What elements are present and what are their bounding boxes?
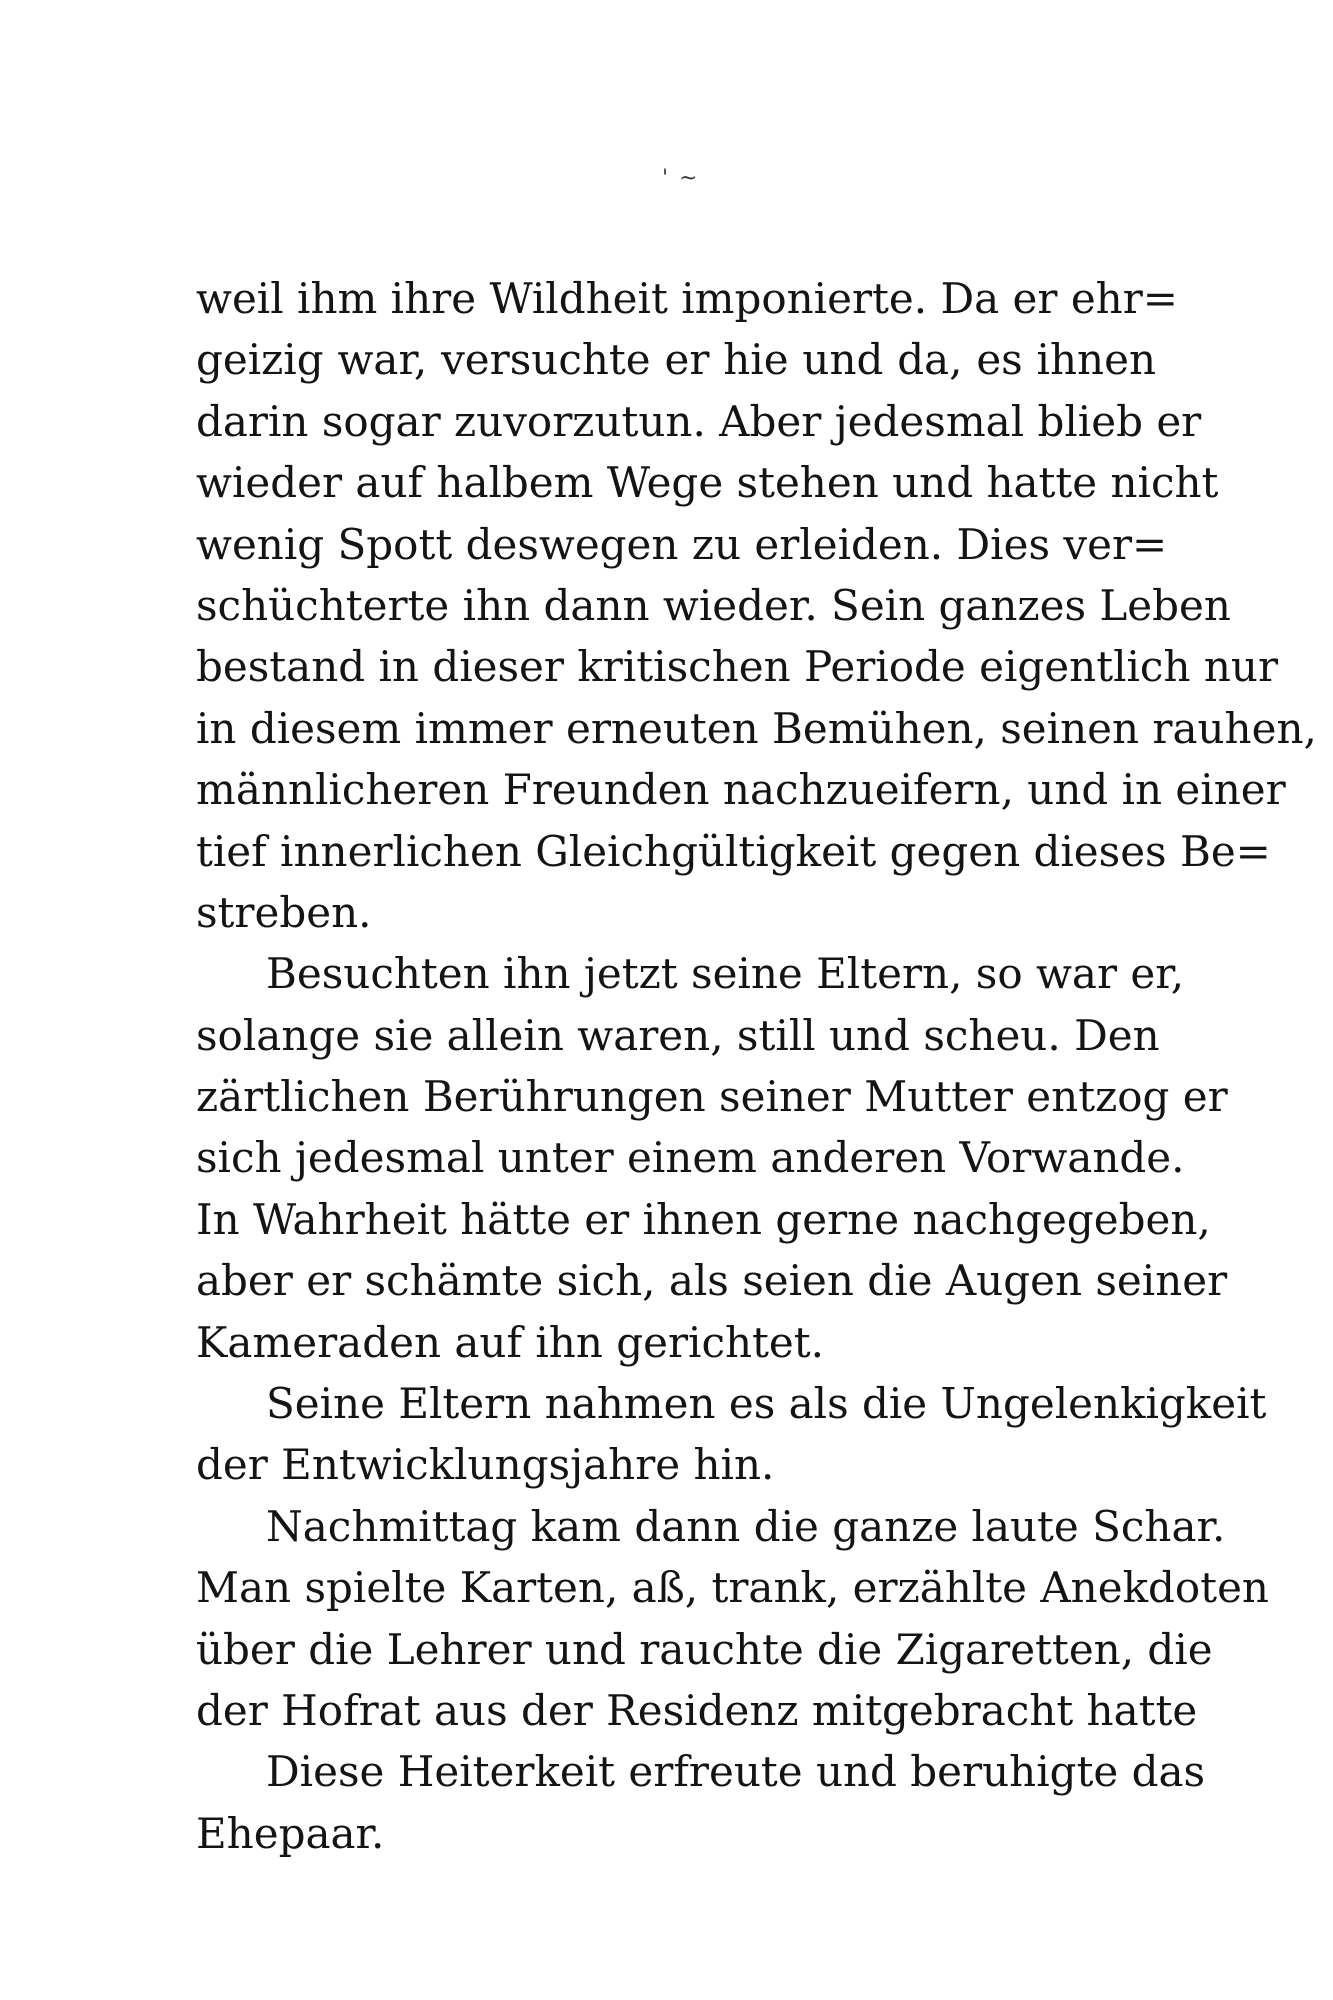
- text-line: sich jedesmal unter einem anderen Vorwande.: [196, 1133, 1185, 1183]
- text-line: wenig Spott deswegen zu erleiden. Dies ver=: [196, 519, 1168, 569]
- text-line: In Wahrheit hätte er ihnen gerne nachgegeben,: [196, 1194, 1211, 1244]
- text-line: schüchterte ihn dann wieder. Sein ganzes Leben: [196, 580, 1231, 630]
- text-line: geizig war, versuchte er hie und da, es ihnen: [196, 335, 1156, 385]
- text-line: über die Lehrer und rauchte die Zigaretten, die: [196, 1624, 1213, 1674]
- page-mark: ' ~: [662, 166, 700, 191]
- text-line: Man spielte Karten, aß, trank, erzählte Anekdoten: [196, 1563, 1269, 1613]
- text-line: Kameraden auf ihn gerichtet.: [196, 1317, 825, 1367]
- text-line: der Hofrat aus der Residenz mitgebracht hatte: [196, 1685, 1198, 1735]
- body-text: [196, 268, 1317, 1864]
- text-line: Nachmittag kam dann die ganze laute Schar.: [266, 1501, 1226, 1551]
- text-line: tief innerlichen Gleichgültigkeit gegen dieses Be=: [196, 826, 1271, 876]
- text-line: streben.: [196, 887, 372, 937]
- text-line: Seine Eltern nahmen es als die Ungelenkigkeit: [266, 1379, 1267, 1429]
- text-line: aber er schämte sich, als seien die Augen seiner: [196, 1256, 1228, 1306]
- text-line: Diese Heiterkeit erfreute und beruhigte das: [266, 1747, 1206, 1797]
- text-line: männlicheren Freunden nachzueifern, und in einer: [196, 765, 1286, 815]
- text-line: der Entwicklungsjahre hin.: [196, 1440, 775, 1490]
- text-line: wieder auf halbem Wege stehen und hatte nicht: [196, 458, 1219, 508]
- text-line: zärtlichen Berührungen seiner Mutter entzog er: [196, 1072, 1228, 1122]
- text-line: Besuchten ihn jetzt seine Eltern, so war er,: [266, 949, 1185, 999]
- text-line: solange sie allein waren, still und scheu. Den: [196, 1010, 1160, 1060]
- text-line: darin sogar zuvorzutun. Aber jedesmal blieb er: [196, 396, 1202, 446]
- text-line: Ehepaar.: [196, 1808, 385, 1858]
- text-line: weil ihm ihre Wildheit imponierte. Da er ehr=: [196, 274, 1178, 323]
- text-line: bestand in dieser kritischen Periode eigentlich nur: [196, 642, 1279, 692]
- text-line: in diesem immer erneuten Bemühen, seinen rauhen,: [196, 703, 1317, 753]
